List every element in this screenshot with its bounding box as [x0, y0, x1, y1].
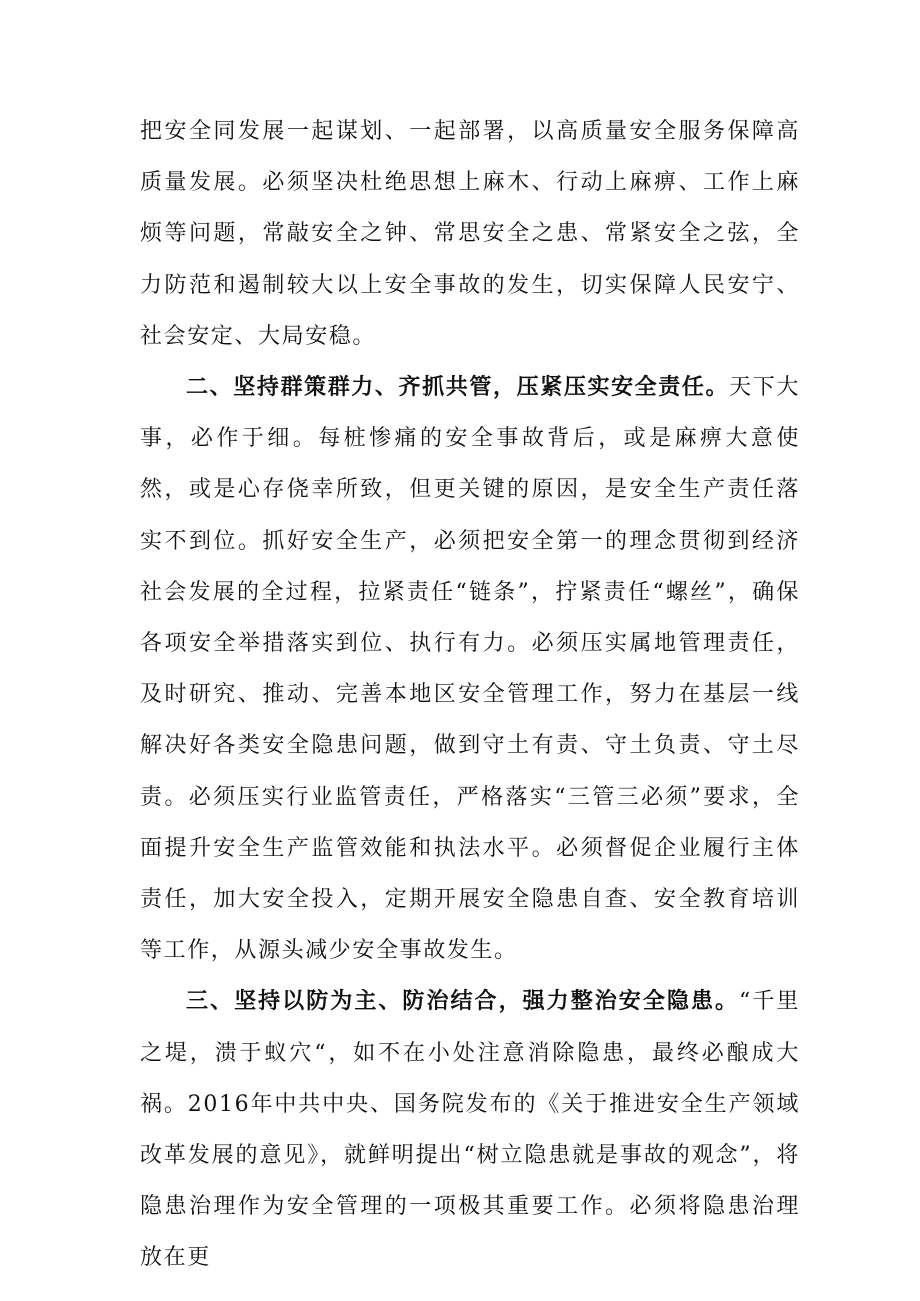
section-3-heading: 三、坚持以防为主、防治结合，强力整治安全隐患。 — [186, 989, 740, 1015]
paragraph-continuation: 把安全同发展一起谋划、一起部署，以高质量安全服务保障高质量发展。必须坚决杜绝思想上麻木、行动上麻痹、工作上麻烦等问题，常敲安全之钟、常思安全之患、常紧安全之弦，全力防范和遏制较大以上安全事故的发生，切实保障人民安宁、社会安定、大局安稳。 — [140, 119, 800, 349]
section-2-body: 天下大事，必作于细。每桩惨痛的安全事故背后，或是麻痹大意使然，或是心存侥幸所致，但更关键的原因，是安全生产责任落实不到位。抓好安全生产，必须把安全第一的理念贯彻到经济社会发展的全过程，拉紧责任“链条”，拧紧责任“螺丝”，确保各项安全举措落实到位、执行有力。必须压实属地管理责任，及时研究、推动、完善本地区安全管理工作，努力在基层一线解决好各类安全隐患问题，做到守土有责、守土负责、守土尽责。必须压实行业监管责任，严格落实“三管三必须”要求，全面提升安全生产监管效能和执法水平。必须督促企业履行主体责任，加大安全投入，定期开展安全隐患自查、安全教育培训等工作，从源头减少安全事故发生。 — [140, 375, 800, 964]
section-2-paragraph — [140, 362, 800, 976]
section-3-body: “千里之堤，溃于蚁穴“，如不在小处注意消除隐患，最终必酿成大祸。2016年中共中央、国务院发布的《关于推进安全生产领域改革发展的意见》，就鲜明提出“树立隐患就是事故的观念”，将隐患治理作为安全管理的一项极其重要工作。必须将隐患治理放在更 — [140, 989, 800, 1271]
section-3-paragraph — [140, 976, 800, 1283]
section-2-heading: 二、坚持群策群力、齐抓共管，压紧压实安全责任。 — [186, 375, 730, 401]
document-body — [140, 106, 800, 1284]
